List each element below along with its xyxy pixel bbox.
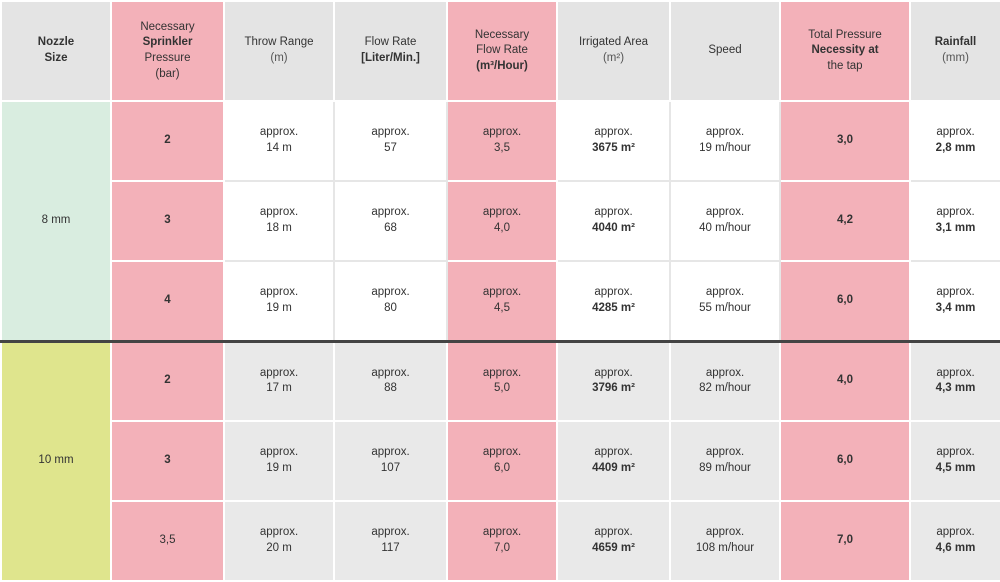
pressure-value: 2	[164, 374, 171, 387]
approx-label: approx.	[936, 126, 975, 139]
pressure-cell	[111, 101, 224, 181]
table-row	[1, 421, 1000, 501]
speed-value: 40 m/hour	[699, 222, 751, 234]
header-unit: (mm)	[942, 52, 969, 64]
approx-label: approx.	[936, 526, 975, 539]
flow-hour-cell	[447, 341, 557, 421]
throw-value: 17 m	[266, 382, 292, 395]
speed-value: 55 m/hour	[699, 301, 751, 314]
area-cell	[557, 181, 670, 261]
total-pressure-cell	[780, 101, 910, 181]
flow-value: 57	[384, 142, 397, 154]
total-pressure-value: 4,0	[837, 374, 853, 387]
pressure-cell	[111, 501, 224, 581]
flow-value: 107	[380, 462, 401, 474]
header-row	[1, 1, 1000, 101]
nozzle-size-cell	[1, 101, 111, 341]
approx-label: approx.	[705, 526, 745, 539]
flow-cell	[334, 341, 447, 421]
flow-cell	[334, 501, 447, 581]
flow-hour-value: 6,0	[494, 462, 510, 474]
rainfall-cell	[910, 101, 1000, 181]
pressure-value: 2	[164, 134, 171, 147]
header-unit: [Liter/Min.]	[361, 52, 420, 64]
total-pressure-cell	[780, 181, 910, 261]
area-cell	[557, 101, 670, 181]
approx-label: approx.	[259, 286, 299, 299]
approx-label: approx.	[482, 206, 522, 219]
table-row	[1, 101, 1000, 181]
rainfall-cell	[910, 261, 1000, 341]
approx-label: approx.	[371, 526, 410, 539]
approx-label: approx.	[371, 206, 410, 219]
pressure-value: 3,5	[159, 534, 176, 547]
area-cell	[557, 501, 670, 581]
area-value: 4409 m²	[592, 462, 635, 474]
throw-cell	[224, 501, 334, 581]
pressure-value: 4	[164, 293, 171, 306]
header-text: Size	[44, 52, 68, 64]
throw-value: 19 m	[266, 301, 292, 314]
header-necessary-flow-rate	[447, 1, 557, 101]
area-value: 3796 m²	[592, 382, 635, 395]
approx-label: approx.	[705, 446, 745, 459]
throw-value: 14 m	[266, 142, 292, 154]
throw-value: 19 m	[266, 462, 292, 474]
header-unit: (m³/Hour)	[476, 59, 528, 72]
speed-cell	[670, 181, 780, 261]
pressure-value: 3	[164, 454, 171, 467]
table-row	[1, 261, 1000, 341]
rainfall-value: 3,1 mm	[935, 222, 976, 234]
speed-cell	[670, 341, 780, 421]
speed-value: 19 m/hour	[699, 142, 751, 154]
speed-cell	[670, 261, 780, 341]
header-rainfall	[910, 1, 1000, 101]
approx-label: approx.	[371, 446, 410, 459]
header-text: Flow Rate	[476, 44, 528, 57]
approx-label: approx.	[482, 366, 522, 379]
total-pressure-cell	[780, 261, 910, 341]
throw-cell	[224, 261, 334, 341]
throw-value: 18 m	[266, 222, 292, 234]
approx-label: approx.	[594, 206, 633, 219]
header-text: Pressure	[144, 52, 191, 64]
speed-value: 108 m/hour	[695, 542, 755, 554]
header-unit: (m²)	[602, 52, 625, 64]
header-flow-rate	[334, 1, 447, 101]
flow-hour-value: 4,5	[494, 301, 510, 314]
nozzle-size-value: 8 mm	[41, 213, 71, 226]
area-cell	[557, 341, 670, 421]
flow-hour-value: 3,5	[494, 142, 510, 154]
rainfall-cell	[910, 501, 1000, 581]
pressure-cell	[111, 421, 224, 501]
flow-hour-cell	[447, 261, 557, 341]
throw-cell	[224, 101, 334, 181]
nozzle-size-value: 10 mm	[38, 454, 74, 467]
rainfall-value: 4,3 mm	[935, 382, 976, 395]
header-text: Irrigated Area	[578, 36, 649, 49]
rainfall-value: 4,5 mm	[935, 462, 976, 474]
area-value: 4659 m²	[592, 542, 635, 554]
throw-value: 20 m	[266, 542, 292, 554]
rainfall-value: 3,4 mm	[935, 301, 976, 314]
header-text: Flow Rate	[364, 36, 417, 49]
area-value: 4285 m²	[592, 301, 635, 314]
header-text: Sprinkler	[142, 36, 193, 49]
approx-label: approx.	[936, 286, 975, 299]
speed-cell	[670, 421, 780, 501]
flow-cell	[334, 261, 447, 341]
approx-label: approx.	[705, 366, 745, 379]
header-text: Necessity at	[811, 44, 879, 57]
approx-label: approx.	[594, 286, 633, 299]
rainfall-cell	[910, 421, 1000, 501]
area-cell	[557, 261, 670, 341]
approx-label: approx.	[259, 126, 299, 139]
header-text: (bar)	[155, 67, 180, 80]
header-nozzle-size	[1, 1, 111, 101]
approx-label: approx.	[936, 206, 975, 219]
header-text: Necessary	[140, 20, 195, 33]
pressure-cell	[111, 341, 224, 421]
rainfall-cell	[910, 181, 1000, 261]
header-total-pressure	[780, 1, 910, 101]
flow-value: 117	[381, 542, 400, 554]
flow-hour-value: 4,0	[494, 222, 510, 234]
pressure-cell	[111, 261, 224, 341]
approx-label: approx.	[259, 446, 299, 459]
flow-value: 68	[384, 222, 397, 234]
approx-label: approx.	[594, 366, 633, 379]
header-text: Speed	[708, 44, 742, 57]
total-pressure-value: 6,0	[837, 293, 853, 306]
total-pressure-cell	[780, 501, 910, 581]
total-pressure-cell	[780, 421, 910, 501]
flow-hour-cell	[447, 421, 557, 501]
flow-cell	[334, 101, 447, 181]
header-unit: (m)	[270, 52, 288, 64]
total-pressure-value: 6,0	[837, 454, 853, 467]
header-text: Rainfall	[934, 36, 977, 49]
flow-hour-value: 5,0	[494, 382, 510, 395]
area-value: 3675 m²	[592, 142, 635, 154]
flow-hour-cell	[447, 181, 557, 261]
approx-label: approx.	[259, 526, 299, 539]
nozzle-size-cell	[1, 341, 111, 581]
approx-label: approx.	[259, 206, 299, 219]
total-pressure-value: 4,2	[837, 214, 853, 227]
total-pressure-cell	[780, 341, 910, 421]
approx-label: approx.	[482, 446, 522, 459]
approx-label: approx.	[594, 126, 633, 139]
header-throw-range	[224, 1, 334, 101]
flow-cell	[334, 421, 447, 501]
header-irrigated-area	[557, 1, 670, 101]
approx-label: approx.	[705, 206, 745, 219]
approx-label: approx.	[594, 446, 633, 459]
area-cell	[557, 421, 670, 501]
flow-value: 88	[384, 382, 397, 395]
speed-value: 89 m/hour	[699, 462, 751, 474]
approx-label: approx.	[936, 446, 975, 459]
rainfall-value: 2,8 mm	[935, 142, 976, 154]
approx-label: approx.	[936, 366, 975, 379]
approx-label: approx.	[371, 286, 410, 299]
table-row	[1, 341, 1000, 421]
flow-hour-value: 7,0	[494, 542, 510, 554]
table-row	[1, 181, 1000, 261]
header-text: Necessary	[474, 28, 530, 41]
table-row	[1, 501, 1000, 581]
header-text: Nozzle	[37, 36, 75, 49]
approx-label: approx.	[371, 126, 410, 139]
pressure-cell	[111, 181, 224, 261]
header-text: Total Pressure	[808, 28, 882, 41]
header-text: the tap	[827, 59, 863, 72]
throw-cell	[224, 421, 334, 501]
approx-label: approx.	[482, 526, 522, 539]
speed-cell	[670, 101, 780, 181]
throw-cell	[224, 341, 334, 421]
header-sprinkler-pressure	[111, 1, 224, 101]
approx-label: approx.	[594, 526, 633, 539]
flow-hour-cell	[447, 501, 557, 581]
total-pressure-value: 3,0	[837, 134, 853, 147]
rainfall-cell	[910, 341, 1000, 421]
flow-value: 80	[384, 301, 397, 314]
throw-cell	[224, 181, 334, 261]
header-text: Throw Range	[244, 36, 314, 49]
area-value: 4040 m²	[592, 222, 635, 234]
speed-cell	[670, 501, 780, 581]
pressure-value: 3	[164, 214, 171, 227]
speed-value: 82 m/hour	[699, 382, 751, 395]
approx-label: approx.	[705, 286, 745, 299]
header-speed	[670, 1, 780, 101]
rainfall-value: 4,6 mm	[935, 542, 976, 554]
approx-label: approx.	[482, 286, 522, 299]
flow-hour-cell	[447, 101, 557, 181]
approx-label: approx.	[259, 366, 299, 379]
approx-label: approx.	[705, 126, 745, 139]
approx-label: approx.	[482, 126, 522, 139]
approx-label: approx.	[371, 366, 410, 379]
total-pressure-value: 7,0	[837, 534, 853, 547]
flow-cell	[334, 181, 447, 261]
